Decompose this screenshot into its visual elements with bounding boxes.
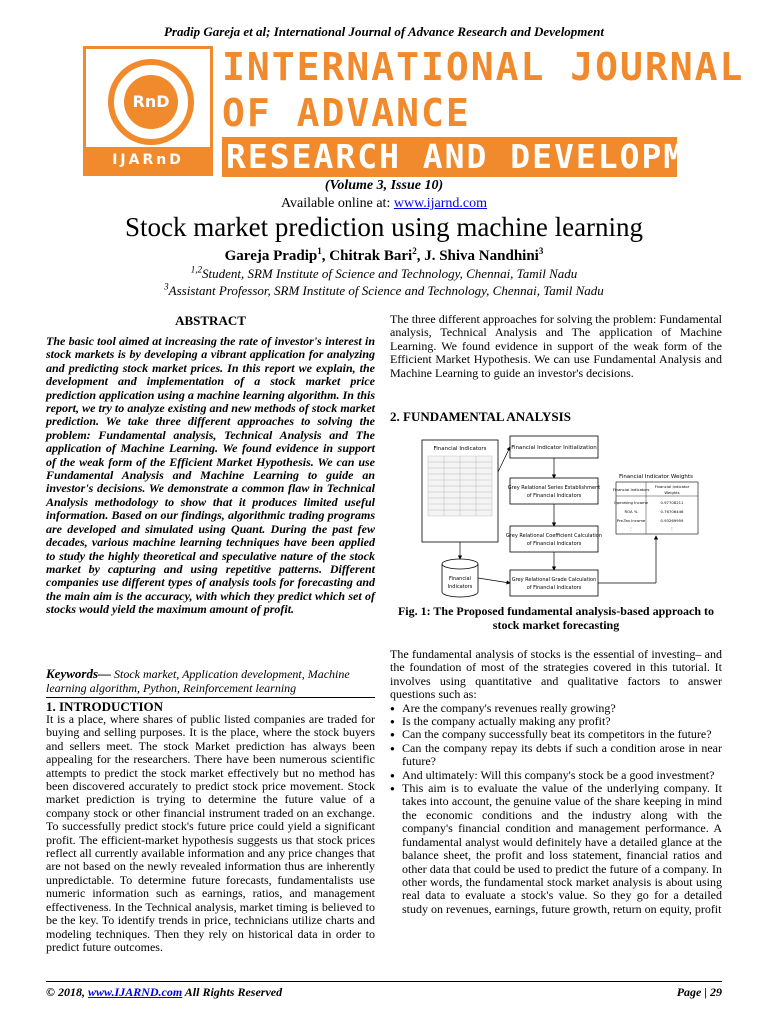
weights-row1-name: Operating Income (613, 500, 649, 505)
approaches-paragraph: The three different approaches for solving the problem: Fundamental analysis, Technical Analysis and The application of Machine Learning. We found evidence in support of the weak form of the Efficient Market Hypothesis. We can use Fundamental Analysis and Machine Learning to guide an investor's decisions. (390, 312, 722, 380)
weights-row3-name: Pre-Tax Income (616, 518, 646, 523)
author-list: Gareja Pradip$^1$, Chitrak Bari$^2$, J. Shiva Nandhini$^3$ (224, 246, 544, 264)
affiliation-2 (0, 283, 768, 299)
footer-divider (46, 981, 722, 982)
grade-box-line1: Grey Relational Grade Calculation (511, 577, 597, 583)
weights-col1-header: Financial Indicators (612, 487, 650, 492)
affiliation-1 (0, 266, 768, 282)
indicators-table-grid (428, 456, 492, 516)
page-number: Page | 29 (676, 985, 722, 999)
database-label-1: Financial (449, 576, 471, 582)
weights-title: Financial Indicator Weights (619, 474, 693, 480)
question-list (390, 702, 722, 917)
logo-ring (108, 59, 194, 145)
paper-title: Stock market prediction using machine learning (124, 212, 644, 242)
banner-line-3: RESEARCH AND DEVELOPMENT (222, 137, 677, 177)
coefficient-box (510, 526, 598, 552)
figure-1-diagram (420, 432, 700, 598)
figure-1-caption: Fig. 1: The Proposed fundamental analysis-based approach to stock market forecasting (397, 604, 715, 632)
weights-row3-value: 0.93269959 (660, 518, 684, 523)
volume-issue: (Volume 3, Issue 10) (324, 178, 444, 193)
keywords (46, 667, 375, 695)
abstract-heading: ABSTRACT (175, 313, 246, 328)
fundamental-analysis-heading: 2. FUNDAMENTAL ANALYSIS (390, 409, 571, 424)
grade-box (510, 570, 598, 596)
coefficient-box-line1: Grey Relational Coefficient Calculation (505, 533, 603, 539)
list-item: ● And ultimately: Will this company's stock be a good investment? (390, 769, 722, 782)
series-box (507, 478, 601, 504)
intro-text: It is a place, where shares of public listed companies are traded for buying and selling purposes. It is the place, where the stock buyers and sellers meet. The stock Market prediction has always been appealing for the researchers. There have been numerous scientific attempts to predict the stock market effectively but no method has been discovered accurately to predict stock price movement. Stock market prediction is trying to determine the future value of a company stock or other financial instrument traded on an exchange. To successfully predict stock's future price could yield a significant profit. The efficient-market hypothesis suggests us that stock prices reflect all currently available information and any price changes that are not based on the newly revealed information thus are inherently unpredictable. To determine future forecasts, fundamentalists use numeric information such as earnings, ratios, and management effectiveness. In the Technical analysis, market timing is believed to be the key. To identify trends in price, technicians utilize charts and modeling techniques. Then they rely on historical data in order to predict future outcomes. (46, 712, 375, 954)
author-1-sup: 1 (317, 246, 322, 256)
init-box-label: Financial Indicator Initialization (511, 445, 597, 451)
series-box-line2: of Financial Indicators (526, 493, 582, 499)
weights-row2-name: ROA % (624, 509, 638, 514)
abstract-text: The basic tool aimed at increasing the rate of investor's interest in stock markets is by developing a vibrant application for analyzing and predicting stock market prices. In this report we explain, the development and implementation of a stock market price prediction application using a machine learning algorithm. In this report, we try to analyze existing and new methods of stock market prediction. We take three different approaches to solving the problem: Fundamental analysis, Technical Analysis and The application of Machine Learning. We found evidence in support of the weak form of the Efficient Market Hypothesis. We can use Fundamental Analysis and Machine Learning to guide an investor's decisions. We demonstrate a common flaw in Technical Analysis methodology to show that it produces limited useful information. Based on our findings, algorithmic trading programs are developed and simulated using Quant. During the past few decades, various machine learning techniques have been applied to study the highly theoretical and speculative nature of the stock market by capturing and using repetitive patterns. Different companies use different types of analysis tools for forecasting and the main aim is the accuracy, with which they predict which set of stocks would yield the maximum amount of profit. (46, 334, 375, 617)
coefficient-box-line2: of Financial Indicators (526, 541, 582, 547)
list-item: ● Can the company repay its debts if such a condition arose in near future? (390, 742, 722, 769)
affiliation-2-sup: 3 (164, 281, 169, 292)
availability-line (0, 196, 768, 212)
weights-col2-header-2: Weights (664, 490, 680, 495)
copyright-suffix: All Rights Reserved (182, 985, 283, 999)
copyright-prefix: © 2018, (46, 985, 88, 999)
journal-url-link[interactable]: www.ijarnd.com (393, 196, 488, 211)
fundamental-analysis-section (390, 648, 722, 916)
series-box-line1: Grey Relational Series Establishment (507, 485, 601, 491)
list-item: ● Is the company actually making any profit? (390, 715, 722, 728)
author-3: J. Shiva Nandhini (424, 248, 539, 264)
weights-row4-name: ⋮ (629, 526, 633, 531)
affiliation-1-text: Student, SRM Institute of Science and Technology, Chennai, Tamil Nadu (201, 266, 578, 281)
weights-row1-value: 0.97708211 (660, 500, 684, 505)
database-label-2: Indicators (447, 584, 473, 590)
logo-mark: RnD (124, 75, 178, 129)
affiliation-1-sup: 1,2 (190, 264, 202, 275)
journal-logo (83, 46, 213, 176)
fundamental-analysis-intro: The fundamental analysis of stocks is the essential of investing– and the foundation of most of the strategies covered in this tutorial. It involves using quantitative and qualitative factors to answer questions such as: (390, 647, 722, 702)
author-2-sup: 2 (412, 246, 417, 256)
banner-line-2: OF ADVANCE (222, 91, 471, 135)
footer-site-link[interactable]: www.IJARND.com (87, 985, 183, 999)
banner-line-1: INTERNATIONAL JOURNAL (222, 45, 745, 89)
keywords-label: Keywords— (46, 666, 111, 681)
availability-label: Available online at: (280, 196, 394, 211)
keywords-text: Stock market, Application development, Machine learning algorithm, Python, Reinforcement learning (46, 667, 350, 695)
logo-text: IJARnD (86, 147, 210, 173)
author-1: Gareja Pradip (224, 248, 318, 264)
footer-copyright (46, 985, 282, 1000)
weights-row2-value: 0.76706446 (660, 509, 684, 514)
indicators-table-title: Financial Indicators (433, 446, 487, 452)
author-2: Chitrak Bari (329, 248, 413, 264)
author-3-sup: 3 (538, 246, 544, 256)
list-item: ● This aim is to evaluate the value of the underlying company. It takes into account, the genuine value of the share keeping in mind the economic conditions and the industry along with the company's financial condition and management performance. A fundamental analyst would definitely have a detailed glance at the balance sheet, the profit and loss statement, financial ratios and other data that could be used to predict the future of a company. In other words, the fundamental stock market analysis is about using real data to evaluate a stock's value. So they go for a detailed study on revenues, earnings, future growth, return on equity, profit (390, 782, 722, 916)
affiliation-2-text: Assistant Professor, SRM Institute of Science and Technology, Chennai, Tamil Nadu (168, 283, 604, 298)
running-head: Pradip Gareja et al; International Journal of Advance Research and Development (163, 24, 605, 39)
grade-box-line2: of Financial Indicators (526, 585, 582, 591)
list-item: ● Are the company's revenues really growing? (390, 702, 722, 715)
weights-row4-value: ⋮ (670, 526, 674, 531)
weights-col2-header-1: Financial Indicator (654, 484, 690, 489)
list-item: ● Can the company successfully beat its competitors in the future? (390, 728, 722, 741)
intro-heading: 1. INTRODUCTION (46, 697, 375, 715)
